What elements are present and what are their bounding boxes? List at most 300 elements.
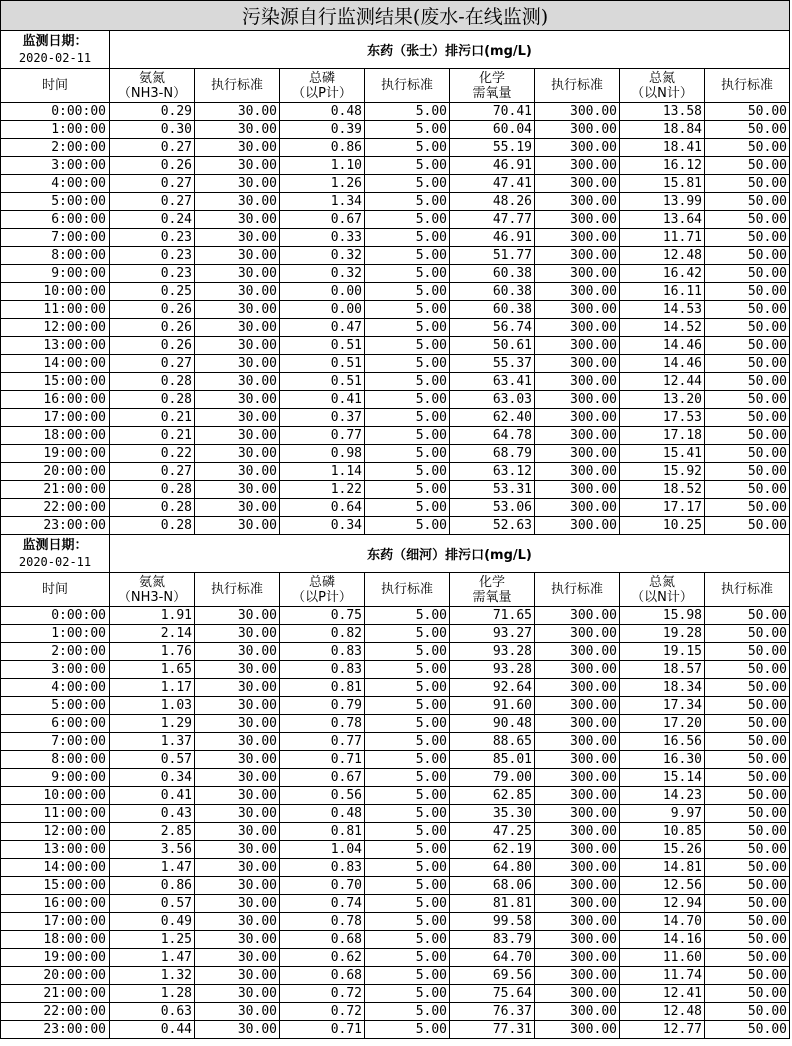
value-cell: 13.58 xyxy=(620,103,705,121)
value-cell: 17.17 xyxy=(620,499,705,517)
value-cell: 300.00 xyxy=(535,103,620,121)
table-row xyxy=(1,283,790,301)
value-cell: 30.00 xyxy=(195,355,280,373)
value-cell: 50.00 xyxy=(705,193,790,211)
time-cell: 17:00:00 xyxy=(1,913,110,931)
value-cell: 300.00 xyxy=(535,643,620,661)
monitoring-date-label: 监测日期： xyxy=(22,33,88,49)
value-cell: 17.34 xyxy=(620,697,705,715)
value-cell: 90.48 xyxy=(450,715,535,733)
value-cell: 99.58 xyxy=(450,913,535,931)
value-cell: 300.00 xyxy=(535,625,620,643)
value-cell: 300.00 xyxy=(535,607,620,625)
value-cell: 0.26 xyxy=(110,319,195,337)
value-cell: 300.00 xyxy=(535,913,620,931)
time-cell: 0:00:00 xyxy=(1,103,110,121)
value-cell: 93.27 xyxy=(450,625,535,643)
value-cell: 30.00 xyxy=(195,949,280,967)
value-cell: 0.37 xyxy=(280,409,365,427)
value-cell: 300.00 xyxy=(535,877,620,895)
value-cell: 5.00 xyxy=(365,337,450,355)
value-cell: 71.65 xyxy=(450,607,535,625)
value-cell: 50.00 xyxy=(705,607,790,625)
value-cell: 0.00 xyxy=(280,301,365,319)
value-cell: 0.28 xyxy=(110,517,195,535)
table-row xyxy=(1,337,790,355)
value-cell: 30.00 xyxy=(195,121,280,139)
value-cell: 16.42 xyxy=(620,265,705,283)
value-cell: 300.00 xyxy=(535,319,620,337)
table-row xyxy=(1,679,790,697)
value-cell: 0.28 xyxy=(110,391,195,409)
value-cell: 300.00 xyxy=(535,445,620,463)
value-cell: 0.67 xyxy=(280,211,365,229)
value-cell: 68.06 xyxy=(450,877,535,895)
column-header: 执行标准 xyxy=(365,573,450,607)
value-cell: 5.00 xyxy=(365,1003,450,1021)
value-cell: 50.00 xyxy=(705,787,790,805)
value-cell: 18.57 xyxy=(620,661,705,679)
time-cell: 14:00:00 xyxy=(1,859,110,877)
value-cell: 1.47 xyxy=(110,949,195,967)
value-cell: 30.00 xyxy=(195,229,280,247)
value-cell: 13.99 xyxy=(620,193,705,211)
value-cell: 10.85 xyxy=(620,823,705,841)
value-cell: 30.00 xyxy=(195,139,280,157)
column-header: 时间 xyxy=(1,573,110,607)
value-cell: 50.00 xyxy=(705,967,790,985)
value-cell: 300.00 xyxy=(535,355,620,373)
value-cell: 77.31 xyxy=(450,1021,535,1039)
value-cell: 1.26 xyxy=(280,175,365,193)
value-cell: 12.44 xyxy=(620,373,705,391)
value-cell: 13.64 xyxy=(620,211,705,229)
value-cell: 1.32 xyxy=(110,967,195,985)
time-cell: 21:00:00 xyxy=(1,481,110,499)
value-cell: 5.00 xyxy=(365,733,450,751)
value-cell: 5.00 xyxy=(365,895,450,913)
column-header: 时间 xyxy=(1,69,110,103)
value-cell: 50.00 xyxy=(705,247,790,265)
value-cell: 0.29 xyxy=(110,103,195,121)
column-header: 总磷 （以P计） xyxy=(280,69,365,103)
value-cell: 47.25 xyxy=(450,823,535,841)
time-cell: 5:00:00 xyxy=(1,193,110,211)
column-header: 执行标准 xyxy=(705,573,790,607)
value-cell: 50.00 xyxy=(705,769,790,787)
value-cell: 76.37 xyxy=(450,1003,535,1021)
value-cell: 0.70 xyxy=(280,877,365,895)
outlet-name: 东药（细河）排污口(mg/L) xyxy=(110,535,790,573)
value-cell: 5.00 xyxy=(365,301,450,319)
value-cell: 46.91 xyxy=(450,229,535,247)
time-cell: 18:00:00 xyxy=(1,931,110,949)
value-cell: 5.00 xyxy=(365,859,450,877)
table-row xyxy=(1,391,790,409)
value-cell: 30.00 xyxy=(195,895,280,913)
value-cell: 0.25 xyxy=(110,283,195,301)
value-cell: 5.00 xyxy=(365,193,450,211)
time-cell: 21:00:00 xyxy=(1,985,110,1003)
value-cell: 50.00 xyxy=(705,301,790,319)
value-cell: 50.00 xyxy=(705,751,790,769)
value-cell: 14.53 xyxy=(620,301,705,319)
table-row xyxy=(1,1021,790,1039)
value-cell: 15.26 xyxy=(620,841,705,859)
value-cell: 0.23 xyxy=(110,229,195,247)
value-cell: 47.77 xyxy=(450,211,535,229)
value-cell: 50.00 xyxy=(705,463,790,481)
table-row xyxy=(1,823,790,841)
value-cell: 300.00 xyxy=(535,787,620,805)
value-cell: 0.71 xyxy=(280,751,365,769)
time-cell: 22:00:00 xyxy=(1,1003,110,1021)
value-cell: 0.22 xyxy=(110,445,195,463)
value-cell: 0.41 xyxy=(280,391,365,409)
value-cell: 0.78 xyxy=(280,715,365,733)
value-cell: 30.00 xyxy=(195,409,280,427)
value-cell: 300.00 xyxy=(535,283,620,301)
time-cell: 6:00:00 xyxy=(1,715,110,733)
value-cell: 35.30 xyxy=(450,805,535,823)
column-header: 氨氮 （NH3-N） xyxy=(110,69,195,103)
value-cell: 5.00 xyxy=(365,121,450,139)
value-cell: 5.00 xyxy=(365,769,450,787)
value-cell: 50.00 xyxy=(705,733,790,751)
value-cell: 30.00 xyxy=(195,841,280,859)
column-header: 执行标准 xyxy=(195,573,280,607)
value-cell: 5.00 xyxy=(365,625,450,643)
time-cell: 10:00:00 xyxy=(1,283,110,301)
value-cell: 50.00 xyxy=(705,283,790,301)
value-cell: 68.79 xyxy=(450,445,535,463)
monitoring-date-label: 监测日期： xyxy=(22,537,88,553)
value-cell: 50.00 xyxy=(705,355,790,373)
value-cell: 30.00 xyxy=(195,769,280,787)
value-cell: 0.82 xyxy=(280,625,365,643)
value-cell: 300.00 xyxy=(535,247,620,265)
value-cell: 30.00 xyxy=(195,823,280,841)
value-cell: 50.00 xyxy=(705,643,790,661)
table-row xyxy=(1,967,790,985)
value-cell: 91.60 xyxy=(450,697,535,715)
table-row xyxy=(1,175,790,193)
value-cell: 0.64 xyxy=(280,499,365,517)
value-cell: 62.85 xyxy=(450,787,535,805)
value-cell: 10.25 xyxy=(620,517,705,535)
column-header: 总氮 （以N计） xyxy=(620,69,705,103)
table-row xyxy=(1,769,790,787)
column-header: 氨氮 （NH3-N） xyxy=(110,573,195,607)
value-cell: 5.00 xyxy=(365,283,450,301)
value-cell: 300.00 xyxy=(535,697,620,715)
value-cell: 0.68 xyxy=(280,967,365,985)
table-row xyxy=(1,103,790,121)
value-cell: 0.33 xyxy=(280,229,365,247)
value-cell: 15.14 xyxy=(620,769,705,787)
value-cell: 30.00 xyxy=(195,157,280,175)
value-cell: 55.19 xyxy=(450,139,535,157)
value-cell: 50.00 xyxy=(705,1003,790,1021)
value-cell: 0.81 xyxy=(280,679,365,697)
table-row xyxy=(1,841,790,859)
value-cell: 0.28 xyxy=(110,499,195,517)
table-row xyxy=(1,805,790,823)
value-cell: 51.77 xyxy=(450,247,535,265)
value-cell: 5.00 xyxy=(365,409,450,427)
value-cell: 16.56 xyxy=(620,733,705,751)
value-cell: 14.23 xyxy=(620,787,705,805)
outlet-name: 东药（张士）排污口(mg/L) xyxy=(110,31,790,69)
value-cell: 0.83 xyxy=(280,661,365,679)
time-cell: 16:00:00 xyxy=(1,895,110,913)
value-cell: 5.00 xyxy=(365,697,450,715)
column-header: 化学 需氧量 xyxy=(450,69,535,103)
value-cell: 300.00 xyxy=(535,859,620,877)
table-row xyxy=(1,247,790,265)
table-row xyxy=(1,1003,790,1021)
value-cell: 1.03 xyxy=(110,697,195,715)
monitoring-date-value: 2020-02-11 xyxy=(18,50,92,65)
value-cell: 0.98 xyxy=(280,445,365,463)
value-cell: 1.34 xyxy=(280,193,365,211)
value-cell: 50.00 xyxy=(705,697,790,715)
value-cell: 0.78 xyxy=(280,913,365,931)
value-cell: 1.10 xyxy=(280,157,365,175)
value-cell: 30.00 xyxy=(195,301,280,319)
column-header-row xyxy=(1,573,790,607)
value-cell: 12.41 xyxy=(620,985,705,1003)
table-row xyxy=(1,139,790,157)
value-cell: 0.34 xyxy=(110,769,195,787)
value-cell: 5.00 xyxy=(365,139,450,157)
column-header-row xyxy=(1,69,790,103)
value-cell: 50.00 xyxy=(705,157,790,175)
value-cell: 0.21 xyxy=(110,409,195,427)
table-row xyxy=(1,409,790,427)
value-cell: 300.00 xyxy=(535,463,620,481)
value-cell: 16.11 xyxy=(620,283,705,301)
value-cell: 5.00 xyxy=(365,1021,450,1039)
value-cell: 300.00 xyxy=(535,769,620,787)
value-cell: 300.00 xyxy=(535,805,620,823)
table-row xyxy=(1,193,790,211)
value-cell: 0.27 xyxy=(110,355,195,373)
value-cell: 0.51 xyxy=(280,355,365,373)
value-cell: 0.48 xyxy=(280,103,365,121)
table-row xyxy=(1,751,790,769)
value-cell: 15.41 xyxy=(620,445,705,463)
value-cell: 0.49 xyxy=(110,913,195,931)
time-cell: 20:00:00 xyxy=(1,967,110,985)
time-cell: 1:00:00 xyxy=(1,625,110,643)
value-cell: 0.26 xyxy=(110,301,195,319)
value-cell: 0.72 xyxy=(280,1003,365,1021)
value-cell: 17.20 xyxy=(620,715,705,733)
table-row xyxy=(1,517,790,535)
value-cell: 0.83 xyxy=(280,643,365,661)
column-header: 化学 需氧量 xyxy=(450,573,535,607)
value-cell: 5.00 xyxy=(365,157,450,175)
time-cell: 17:00:00 xyxy=(1,409,110,427)
value-cell: 30.00 xyxy=(195,391,280,409)
value-cell: 50.00 xyxy=(705,103,790,121)
value-cell: 79.00 xyxy=(450,769,535,787)
value-cell: 30.00 xyxy=(195,877,280,895)
value-cell: 50.00 xyxy=(705,931,790,949)
column-header: 执行标准 xyxy=(535,573,620,607)
value-cell: 0.51 xyxy=(280,337,365,355)
table-row xyxy=(1,985,790,1003)
value-cell: 50.00 xyxy=(705,229,790,247)
report-title: 污染源自行监测结果(废水-在线监测) xyxy=(1,1,790,31)
value-cell: 300.00 xyxy=(535,373,620,391)
value-cell: 300.00 xyxy=(535,823,620,841)
value-cell: 5.00 xyxy=(365,661,450,679)
value-cell: 30.00 xyxy=(195,643,280,661)
value-cell: 50.00 xyxy=(705,715,790,733)
value-cell: 16.30 xyxy=(620,751,705,769)
value-cell: 30.00 xyxy=(195,265,280,283)
value-cell: 11.60 xyxy=(620,949,705,967)
value-cell: 0.27 xyxy=(110,193,195,211)
value-cell: 50.00 xyxy=(705,175,790,193)
value-cell: 300.00 xyxy=(535,337,620,355)
value-cell: 50.00 xyxy=(705,661,790,679)
value-cell: 50.00 xyxy=(705,913,790,931)
value-cell: 63.03 xyxy=(450,391,535,409)
value-cell: 11.71 xyxy=(620,229,705,247)
value-cell: 0.30 xyxy=(110,121,195,139)
value-cell: 12.48 xyxy=(620,1003,705,1021)
table-row xyxy=(1,697,790,715)
value-cell: 50.00 xyxy=(705,481,790,499)
time-cell: 13:00:00 xyxy=(1,337,110,355)
value-cell: 93.28 xyxy=(450,643,535,661)
value-cell: 30.00 xyxy=(195,697,280,715)
value-cell: 14.52 xyxy=(620,319,705,337)
time-cell: 8:00:00 xyxy=(1,247,110,265)
value-cell: 0.51 xyxy=(280,373,365,391)
value-cell: 30.00 xyxy=(195,103,280,121)
value-cell: 0.71 xyxy=(280,1021,365,1039)
column-header: 执行标准 xyxy=(195,69,280,103)
table-row xyxy=(1,463,790,481)
value-cell: 62.19 xyxy=(450,841,535,859)
value-cell: 85.01 xyxy=(450,751,535,769)
value-cell: 30.00 xyxy=(195,607,280,625)
value-cell: 62.40 xyxy=(450,409,535,427)
value-cell: 300.00 xyxy=(535,1003,620,1021)
value-cell: 5.00 xyxy=(365,913,450,931)
value-cell: 0.57 xyxy=(110,751,195,769)
value-cell: 75.64 xyxy=(450,985,535,1003)
value-cell: 50.00 xyxy=(705,859,790,877)
value-cell: 30.00 xyxy=(195,913,280,931)
value-cell: 300.00 xyxy=(535,931,620,949)
value-cell: 1.14 xyxy=(280,463,365,481)
value-cell: 300.00 xyxy=(535,157,620,175)
value-cell: 15.92 xyxy=(620,463,705,481)
value-cell: 60.38 xyxy=(450,301,535,319)
value-cell: 1.37 xyxy=(110,733,195,751)
value-cell: 5.00 xyxy=(365,103,450,121)
value-cell: 56.74 xyxy=(450,319,535,337)
value-cell: 16.12 xyxy=(620,157,705,175)
value-cell: 11.74 xyxy=(620,967,705,985)
value-cell: 300.00 xyxy=(535,121,620,139)
value-cell: 1.25 xyxy=(110,931,195,949)
value-cell: 5.00 xyxy=(365,319,450,337)
value-cell: 30.00 xyxy=(195,931,280,949)
value-cell: 30.00 xyxy=(195,787,280,805)
table-row xyxy=(1,427,790,445)
value-cell: 0.67 xyxy=(280,769,365,787)
time-cell: 7:00:00 xyxy=(1,229,110,247)
value-cell: 300.00 xyxy=(535,967,620,985)
value-cell: 300.00 xyxy=(535,661,620,679)
value-cell: 12.56 xyxy=(620,877,705,895)
value-cell: 1.65 xyxy=(110,661,195,679)
time-cell: 16:00:00 xyxy=(1,391,110,409)
value-cell: 5.00 xyxy=(365,787,450,805)
value-cell: 0.43 xyxy=(110,805,195,823)
value-cell: 0.74 xyxy=(280,895,365,913)
value-cell: 30.00 xyxy=(195,1021,280,1039)
value-cell: 300.00 xyxy=(535,427,620,445)
value-cell: 18.34 xyxy=(620,679,705,697)
table-row xyxy=(1,211,790,229)
value-cell: 14.46 xyxy=(620,337,705,355)
value-cell: 0.39 xyxy=(280,121,365,139)
time-cell: 4:00:00 xyxy=(1,679,110,697)
value-cell: 50.00 xyxy=(705,499,790,517)
time-cell: 2:00:00 xyxy=(1,643,110,661)
value-cell: 93.28 xyxy=(450,661,535,679)
value-cell: 5.00 xyxy=(365,751,450,769)
table-row xyxy=(1,625,790,643)
value-cell: 5.00 xyxy=(365,715,450,733)
table-row xyxy=(1,949,790,967)
value-cell: 5.00 xyxy=(365,391,450,409)
value-cell: 300.00 xyxy=(535,409,620,427)
value-cell: 300.00 xyxy=(535,733,620,751)
time-cell: 23:00:00 xyxy=(1,517,110,535)
time-cell: 19:00:00 xyxy=(1,445,110,463)
value-cell: 64.70 xyxy=(450,949,535,967)
value-cell: 5.00 xyxy=(365,841,450,859)
value-cell: 50.00 xyxy=(705,877,790,895)
value-cell: 30.00 xyxy=(195,499,280,517)
time-cell: 19:00:00 xyxy=(1,949,110,967)
value-cell: 0.32 xyxy=(280,265,365,283)
value-cell: 300.00 xyxy=(535,499,620,517)
value-cell: 30.00 xyxy=(195,463,280,481)
value-cell: 0.27 xyxy=(110,463,195,481)
time-cell: 15:00:00 xyxy=(1,373,110,391)
value-cell: 50.00 xyxy=(705,265,790,283)
value-cell: 5.00 xyxy=(365,265,450,283)
value-cell: 5.00 xyxy=(365,481,450,499)
value-cell: 30.00 xyxy=(195,679,280,697)
value-cell: 30.00 xyxy=(195,481,280,499)
value-cell: 30.00 xyxy=(195,625,280,643)
value-cell: 1.47 xyxy=(110,859,195,877)
value-cell: 300.00 xyxy=(535,949,620,967)
time-cell: 8:00:00 xyxy=(1,751,110,769)
value-cell: 5.00 xyxy=(365,949,450,967)
value-cell: 300.00 xyxy=(535,301,620,319)
